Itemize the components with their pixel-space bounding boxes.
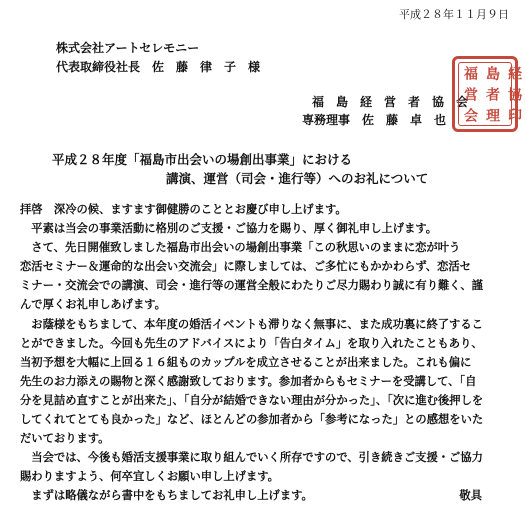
subject-line-1: 平成２８年度「福島市出会いの場創出事業」における [52, 152, 353, 167]
body-line: 恋活セミナー＆運命的な出会い交流会」に際しましては、ご多忙にもかかわらず、恋活セ [20, 259, 471, 274]
seal-character: 者 [484, 86, 500, 101]
sender-name: 専務理事 佐 藤 卓 也 [302, 113, 447, 127]
seal-character: 営 [462, 86, 478, 101]
body-line: してくれてとても良かった」など、ほとんどの参加者から「参考になった」との感想をいた [20, 412, 484, 427]
body-line: だいております。 [20, 431, 110, 446]
body-line: 先生のお力添えの賜物と深く感謝致しております。参加者からもセミナーを受講して、「自 [20, 373, 477, 388]
letter-body [20, 200, 508, 506]
closing-keigu: 敬具 [459, 488, 482, 503]
body-line: お蔭様をもちまして、本年度の婚活イベントも滞りなく無事に、また成功裏に終了するこ [20, 316, 483, 331]
seal-character: 会 [462, 107, 478, 122]
body-line: 賜わりますよう、何卒宜しくお願い申し上げます。 [20, 469, 279, 484]
body-line: 分を見詰め直すことが出来た」、「自分が結婚できない理由が分かった」、「次に進む後押しを [20, 392, 484, 407]
body-line: 当会では、今後も婚活支援事業に取り組んでいく所存ですので、引き続きご支援・ご協力 [20, 450, 483, 465]
body-line: とができました。今回も先生のアドバイスにより「告白タイム」を取り入れたこともあり、 [20, 335, 483, 350]
seal-character: 島 [484, 66, 500, 81]
body-line: 拝啓 深冷の候、ますます御健勝のこととお慶び申し上げます。 [20, 202, 347, 216]
body-line: 当初予想を大幅に上回る１６組ものカップルを成立させることが出来ました。これも偏に [20, 354, 472, 369]
closing-line [20, 486, 508, 505]
body-line: ミナー・交流会での講演、司会・進行等の運営全般にわたりご尽力賜わり誠に有り難く、謹 [20, 278, 483, 293]
sender-organization: 福 島 経 営 者 協 会 [312, 95, 469, 109]
official-seal-stamp [452, 56, 522, 132]
body-line: さて、先日開催致しました福島市出会いの場創出事業「この秋思いのままに恋が叶う [20, 240, 461, 255]
seal-character: 経 [506, 66, 522, 81]
body-line: んで厚くお礼申しあげます。 [20, 297, 166, 312]
seal-character: 理 [484, 107, 500, 122]
subject-line-2: 講演、運営（司会・進行等）へのお礼について [166, 171, 429, 186]
body-line: 平素は当会の事業活動に格別のご支援・ご協力を賜り、厚く御礼申し上げます。 [20, 221, 438, 236]
seal-character: 協 [506, 86, 522, 101]
recipient-company: 株式会社アートセレモニー [56, 41, 200, 55]
recipient-name: 代表取締役社長 佐 藤 律 子 様 [56, 60, 261, 74]
seal-character: 福 [462, 66, 478, 81]
closing-text: まずは略儀ながら書中をもちましてお礼申し上げます。 [20, 488, 313, 503]
letter-date: 平成２８年１１月９日 [399, 8, 509, 21]
seal-character: 印 [506, 107, 522, 122]
